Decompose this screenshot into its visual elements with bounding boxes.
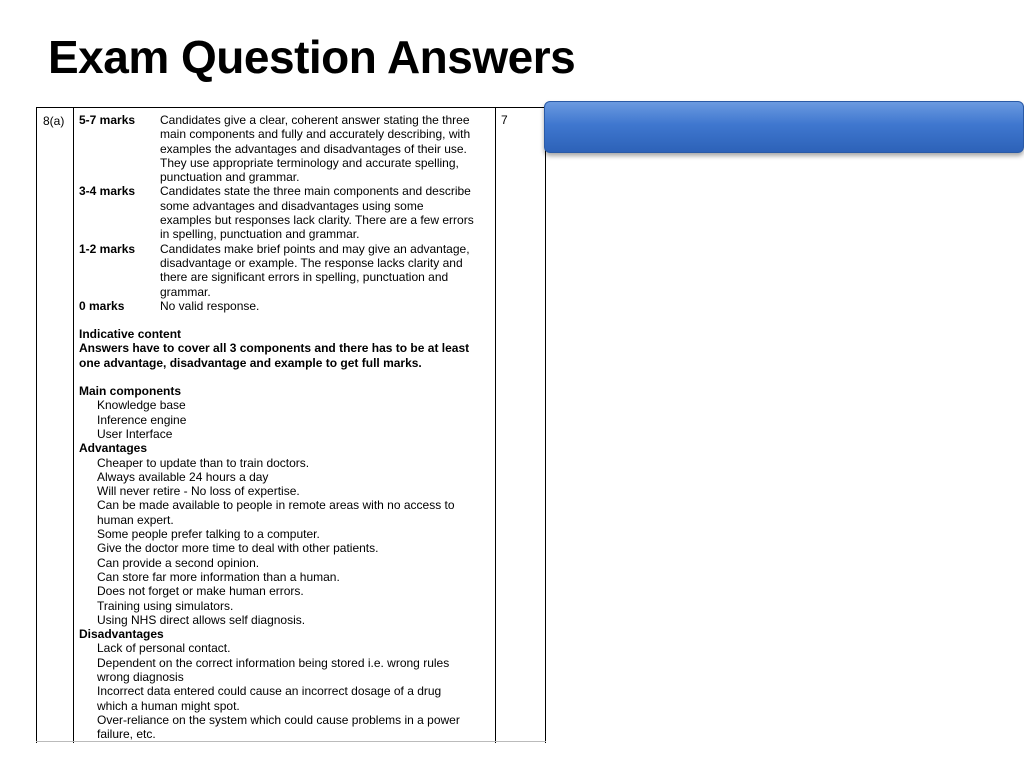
- list-item: Can provide a second opinion.: [97, 555, 260, 570]
- text-line: punctuation and grammar.: [160, 170, 300, 185]
- band-label: 3-4 marks: [79, 184, 136, 199]
- scan-bottom-edge: [36, 741, 546, 742]
- list-item: Dependent on the correct information being stored i.e. wrong rules: [97, 655, 450, 670]
- indicative-note: Answers have to cover all 3 components and there has to be at least: [79, 341, 470, 356]
- list-item: Some people prefer talking to a computer.: [97, 527, 320, 542]
- list-item: Over-reliance on the system which could cause problems in a power: [97, 712, 460, 727]
- section-heading: Main components: [79, 384, 182, 399]
- band-description: [160, 184, 493, 241]
- list-item: Training using simulators.: [97, 598, 234, 613]
- text-line: Candidates state the three main components and describe: [160, 184, 471, 199]
- band-description: [160, 299, 493, 313]
- text-line: grammar.: [160, 284, 211, 299]
- list-item: Give the doctor more time to deal with other patients.: [97, 541, 379, 556]
- list-item: human expert.: [97, 512, 174, 527]
- blue-banner-shape: [544, 101, 1024, 153]
- text-line: examples the advantages and disadvantages of their use.: [160, 141, 467, 156]
- mark-scheme-content: [79, 113, 493, 741]
- column-divider: [495, 108, 496, 743]
- text-line: main components and fully and accurately describing, with: [160, 127, 471, 142]
- list-item: Can be made available to people in remote areas with no access to: [97, 498, 455, 513]
- mark-scheme-scan: [36, 107, 546, 743]
- list-item: Using NHS direct allows self diagnosis.: [97, 612, 306, 627]
- section-heading: Advantages: [79, 441, 148, 456]
- list-item: Always available 24 hours a day: [97, 469, 269, 484]
- text-line: examples but responses lack clarity. There are a few errors: [160, 213, 474, 228]
- indicative-heading: Indicative content: [79, 327, 182, 342]
- list-item: Lack of personal contact.: [97, 641, 231, 656]
- mark-band: [79, 242, 493, 299]
- list-item: wrong diagnosis: [97, 669, 184, 684]
- mark-band: [79, 184, 493, 241]
- max-marks: 7: [501, 113, 508, 127]
- band-label: 0 marks: [79, 298, 125, 313]
- list-item: Does not forget or make human errors.: [97, 584, 304, 599]
- mark-band: [79, 299, 493, 313]
- band-description: [160, 113, 493, 184]
- list-item: which a human might spot.: [97, 698, 240, 713]
- band-label: 1-2 marks: [79, 241, 136, 256]
- section-heading: Disadvantages: [79, 627, 164, 642]
- list-item: Can store far more information than a human.: [97, 569, 340, 584]
- list-item: Inference engine: [97, 412, 187, 427]
- question-number: 8(a): [43, 114, 65, 128]
- text-line: in spelling, punctuation and grammar.: [160, 227, 360, 242]
- text-line: some advantages and disadvantages using some: [160, 198, 424, 213]
- list-item: failure, etc.: [97, 727, 156, 742]
- indicative-note: one advantage, disadvantage and example to get full marks.: [79, 355, 422, 370]
- list-item: Cheaper to update than to train doctors.: [97, 455, 310, 470]
- column-divider: [73, 108, 74, 743]
- text-line: They use appropriate terminology and accurate spelling,: [160, 155, 459, 170]
- band-label: 5-7 marks: [79, 113, 136, 127]
- mark-band: [79, 113, 493, 184]
- list-item: Knowledge base: [97, 398, 186, 413]
- list-item: Incorrect data entered could cause an incorrect dosage of a drug: [97, 684, 442, 699]
- list-item: User Interface: [97, 426, 173, 441]
- slide-title: Exam Question Answers: [48, 31, 576, 83]
- text-line: disadvantage or example. The response lacks clarity and: [160, 255, 463, 270]
- list-item: Will never retire - No loss of expertise.: [97, 484, 300, 499]
- text-line: No valid response.: [160, 298, 260, 313]
- text-line: there are significant errors in spelling, punctuation and: [160, 270, 449, 285]
- text-line: Candidates give a clear, coherent answer stating the three: [160, 113, 470, 127]
- text-line: Candidates make brief points and may give an advantage,: [160, 241, 470, 256]
- band-description: [160, 242, 493, 299]
